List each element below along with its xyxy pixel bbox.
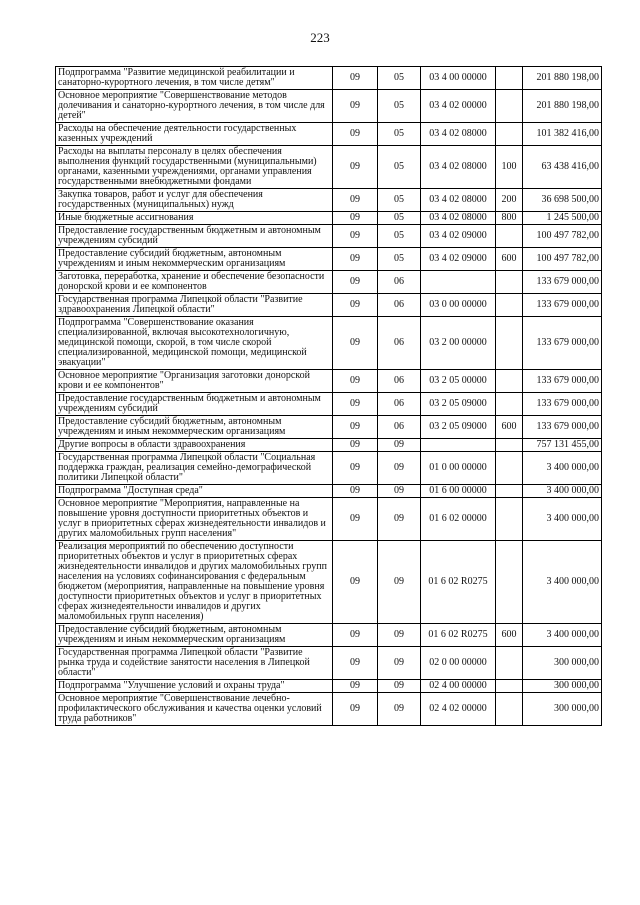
table-row: [56, 439, 602, 452]
row-expense-type: [496, 439, 523, 452]
row-target-code: 01 6 02 00000: [421, 498, 496, 541]
row-expense-type: [496, 123, 523, 146]
row-target-code: 03 4 02 09000: [421, 248, 496, 271]
table-row: [56, 294, 602, 317]
row-expense-type: [496, 680, 523, 693]
row-section: 09: [333, 146, 378, 189]
row-subsection: 05: [378, 248, 421, 271]
row-expense-type: [496, 647, 523, 680]
row-target-code: 03 2 00 00000: [421, 317, 496, 370]
row-name: Подпрограмма "Улучшение условий и охраны труда": [56, 680, 333, 693]
row-expense-type: 600: [496, 624, 523, 647]
row-name: Предоставление государственным бюджетным и автономным учреждениям субсидий: [56, 393, 333, 416]
row-section: 09: [333, 189, 378, 212]
row-section: 09: [333, 294, 378, 317]
row-amount: 133 679 000,00: [523, 370, 602, 393]
row-name: Предоставление субсидий бюджетным, автономным учреждениям и иным некоммерческим организациям: [56, 248, 333, 271]
row-section: 09: [333, 248, 378, 271]
row-name: Государственная программа Липецкой области "Социальная поддержка граждан, реализация семейно-демографической политики Липецкой области": [56, 452, 333, 485]
row-section: 09: [333, 416, 378, 439]
row-target-code: 02 4 02 00000: [421, 693, 496, 726]
row-target-code: 03 4 02 08000: [421, 189, 496, 212]
row-section: 09: [333, 680, 378, 693]
row-expense-type: 600: [496, 248, 523, 271]
row-section: 09: [333, 541, 378, 624]
table-row: [56, 317, 602, 370]
row-amount: 101 382 416,00: [523, 123, 602, 146]
row-amount: 300 000,00: [523, 647, 602, 680]
row-subsection: 05: [378, 146, 421, 189]
row-amount: 3 400 000,00: [523, 541, 602, 624]
table-row: [56, 370, 602, 393]
row-name: Подпрограмма "Совершенствование оказания специализированной, включая высокотехнологичную, медицинской помощи, скорой, в том числе скорой специализированной, медицинской помощи, медицинской эвакуации": [56, 317, 333, 370]
page-number: 223: [310, 30, 330, 45]
row-expense-type: [496, 693, 523, 726]
row-expense-type: [496, 498, 523, 541]
row-amount: 300 000,00: [523, 693, 602, 726]
row-amount: 201 880 198,00: [523, 90, 602, 123]
row-name: Предоставление государственным бюджетным и автономным учреждениям субсидий: [56, 225, 333, 248]
table-row: [56, 693, 602, 726]
row-subsection: 09: [378, 693, 421, 726]
table-row: [56, 67, 602, 90]
table-row: [56, 541, 602, 624]
row-subsection: 09: [378, 647, 421, 680]
row-section: 09: [333, 439, 378, 452]
row-expense-type: [496, 393, 523, 416]
table-row: [56, 123, 602, 146]
row-section: 09: [333, 485, 378, 498]
row-target-code: [421, 271, 496, 294]
row-expense-type: [496, 317, 523, 370]
row-amount: 133 679 000,00: [523, 393, 602, 416]
row-amount: 133 679 000,00: [523, 294, 602, 317]
row-target-code: 03 4 00 00000: [421, 67, 496, 90]
row-name: Подпрограмма "Доступная среда": [56, 485, 333, 498]
row-section: 09: [333, 123, 378, 146]
row-amount: 100 497 782,00: [523, 225, 602, 248]
table-row: [56, 452, 602, 485]
row-expense-type: 100: [496, 146, 523, 189]
row-name: Закупка товаров, работ и услуг для обеспечения государственных (муниципальных) нужд: [56, 189, 333, 212]
row-section: 09: [333, 647, 378, 680]
row-amount: 3 400 000,00: [523, 485, 602, 498]
row-amount: 1 245 500,00: [523, 212, 602, 225]
row-name: Основное мероприятие "Мероприятия, направленные на повышение уровня доступности приоритетных объектов и услуг в приоритетных сферах жизнедеятельности инвалидов и других маломобильных групп населения": [56, 498, 333, 541]
budget-table-body: [56, 67, 602, 726]
row-name: Предоставление субсидий бюджетным, автономным учреждениям и иным некоммерческим организациям: [56, 624, 333, 647]
table-row: [56, 498, 602, 541]
row-subsection: 09: [378, 439, 421, 452]
row-section: 09: [333, 225, 378, 248]
row-target-code: 03 2 05 09000: [421, 416, 496, 439]
row-target-code: 03 4 02 09000: [421, 225, 496, 248]
row-amount: 63 438 416,00: [523, 146, 602, 189]
row-section: 09: [333, 370, 378, 393]
row-section: 09: [333, 393, 378, 416]
row-section: 09: [333, 452, 378, 485]
row-name: Другие вопросы в области здравоохранения: [56, 439, 333, 452]
table-row: [56, 647, 602, 680]
row-name: Государственная программа Липецкой области "Развитие здравоохранения Липецкой области": [56, 294, 333, 317]
row-expense-type: [496, 294, 523, 317]
row-subsection: 05: [378, 123, 421, 146]
table-row: [56, 248, 602, 271]
row-target-code: 02 4 00 00000: [421, 680, 496, 693]
table-row: [56, 90, 602, 123]
row-amount: 3 400 000,00: [523, 452, 602, 485]
row-amount: 133 679 000,00: [523, 271, 602, 294]
row-expense-type: 600: [496, 416, 523, 439]
row-subsection: 06: [378, 370, 421, 393]
row-target-code: 03 0 00 00000: [421, 294, 496, 317]
row-section: 09: [333, 271, 378, 294]
row-amount: 133 679 000,00: [523, 416, 602, 439]
row-expense-type: [496, 271, 523, 294]
row-subsection: 05: [378, 90, 421, 123]
row-amount: 201 880 198,00: [523, 67, 602, 90]
row-section: 09: [333, 624, 378, 647]
row-subsection: 06: [378, 416, 421, 439]
row-expense-type: [496, 541, 523, 624]
row-subsection: 09: [378, 680, 421, 693]
row-subsection: 06: [378, 294, 421, 317]
row-amount: 3 400 000,00: [523, 498, 602, 541]
row-subsection: 06: [378, 393, 421, 416]
row-target-code: 01 0 00 00000: [421, 452, 496, 485]
row-section: 09: [333, 212, 378, 225]
row-subsection: 09: [378, 624, 421, 647]
row-target-code: 03 4 02 08000: [421, 146, 496, 189]
row-section: 09: [333, 67, 378, 90]
table-row: [56, 212, 602, 225]
budget-table: [55, 66, 602, 726]
table-row: [56, 416, 602, 439]
row-expense-type: 800: [496, 212, 523, 225]
row-name: Расходы на выплаты персоналу в целях обеспечения выполнения функций государственными (муниципальными) органами, казенными учреждениями, органами управления государственными внебюджетными фондами: [56, 146, 333, 189]
row-subsection: 06: [378, 317, 421, 370]
table-row: [56, 624, 602, 647]
row-name: Подпрограмма "Развитие медицинской реабилитации и санаторно-курортного лечения, в том числе детям": [56, 67, 333, 90]
row-target-code: 03 2 05 00000: [421, 370, 496, 393]
row-target-code: 01 6 02 R0275: [421, 541, 496, 624]
row-subsection: 05: [378, 212, 421, 225]
row-expense-type: [496, 485, 523, 498]
row-name: Основное мероприятие "Организация заготовки донорской крови и ее компонентов": [56, 370, 333, 393]
row-name: Основное мероприятие "Совершенствование лечебно-профилактического обслуживания и качества оценки условий труда работников": [56, 693, 333, 726]
row-amount: 133 679 000,00: [523, 317, 602, 370]
row-subsection: 06: [378, 271, 421, 294]
row-target-code: 03 4 02 00000: [421, 90, 496, 123]
row-amount: 300 000,00: [523, 680, 602, 693]
table-row: [56, 225, 602, 248]
row-name: Иные бюджетные ассигнования: [56, 212, 333, 225]
table-row: [56, 393, 602, 416]
row-expense-type: [496, 67, 523, 90]
row-subsection: 05: [378, 189, 421, 212]
row-target-code: 03 4 02 08000: [421, 123, 496, 146]
row-expense-type: [496, 90, 523, 123]
row-amount: 757 131 455,00: [523, 439, 602, 452]
row-subsection: 09: [378, 452, 421, 485]
row-target-code: 03 2 05 09000: [421, 393, 496, 416]
table-row: [56, 485, 602, 498]
row-name: Государственная программа Липецкой области "Развитие рынка труда и содействие занятости населения в Липецкой области": [56, 647, 333, 680]
row-expense-type: [496, 452, 523, 485]
row-expense-type: 200: [496, 189, 523, 212]
row-amount: 36 698 500,00: [523, 189, 602, 212]
row-name: Основное мероприятие "Совершенствование методов долечивания и санаторно-курортного лечения, в том числе для детей": [56, 90, 333, 123]
row-name: Заготовка, переработка, хранение и обеспечение безопасности донорской крови и ее компонентов: [56, 271, 333, 294]
row-subsection: 09: [378, 541, 421, 624]
row-amount: 100 497 782,00: [523, 248, 602, 271]
table-row: [56, 680, 602, 693]
row-name: Расходы на обеспечение деятельности государственных казенных учреждений: [56, 123, 333, 146]
row-section: 09: [333, 693, 378, 726]
row-section: 09: [333, 498, 378, 541]
table-row: [56, 146, 602, 189]
row-amount: 3 400 000,00: [523, 624, 602, 647]
row-name: Реализация мероприятий по обеспечению доступности приоритетных объектов и услуг в приоритетных сферах жизнедеятельности инвалидов и других маломобильных групп населения на условиях софинансирования с федеральным бюджетом (мероприятия, направленные на повышение уровня доступности приоритетных объектов и услуг в приоритетных сферах жизнедеятельности инвалидов и других маломобильных групп населения): [56, 541, 333, 624]
row-name: Предоставление субсидий бюджетным, автономным учреждениям и иным некоммерческим организациям: [56, 416, 333, 439]
row-subsection: 05: [378, 225, 421, 248]
row-target-code: 03 4 02 08000: [421, 212, 496, 225]
row-target-code: 01 6 02 R0275: [421, 624, 496, 647]
row-target-code: 02 0 00 00000: [421, 647, 496, 680]
row-section: 09: [333, 317, 378, 370]
row-subsection: 09: [378, 498, 421, 541]
table-row: [56, 271, 602, 294]
row-target-code: 01 6 00 00000: [421, 485, 496, 498]
row-expense-type: [496, 225, 523, 248]
row-subsection: 05: [378, 67, 421, 90]
row-target-code: [421, 439, 496, 452]
table-row: [56, 189, 602, 212]
row-subsection: 09: [378, 485, 421, 498]
row-section: 09: [333, 90, 378, 123]
row-expense-type: [496, 370, 523, 393]
